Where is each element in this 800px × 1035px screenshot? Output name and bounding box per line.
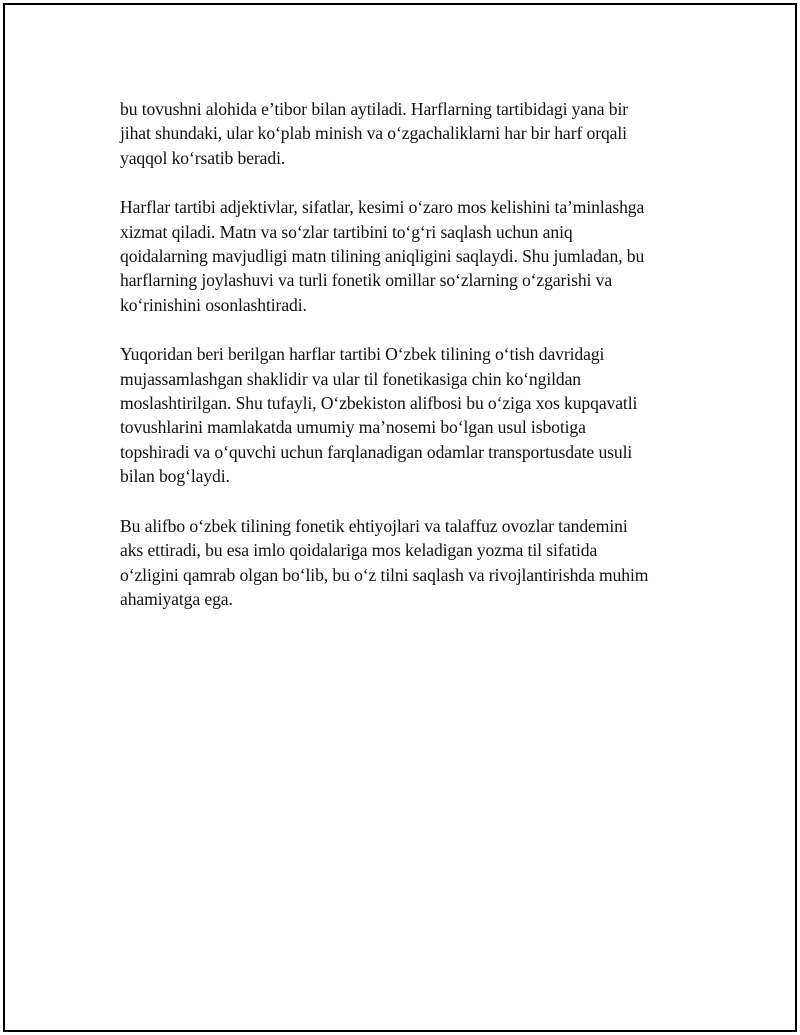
text-line: moslashtirilgan. Shu tufayli, O‘zbekiston alifbosi bu o‘ziga xos kupqavatli (120, 393, 638, 414)
text-line: jihat shundaki, ular ko‘plab minish va o‘zgachaliklarni har bir harf orqali (120, 123, 627, 144)
document-body (120, 97, 690, 636)
text-line: tovushlarini mamlakatda umumiy ma’nosemi bo‘lgan usul isbotiga (120, 417, 586, 438)
text-line: bu tovushni alohida e’tibor bilan aytiladi. Harflarning tartibidagi yana bir (120, 99, 629, 119)
text-line: ahamiyatga ega. (120, 588, 233, 609)
paragraph-2 (120, 195, 690, 317)
text-line: yaqqol ko‘rsatib beradi. (120, 147, 286, 168)
text-line: mujassamlashgan shaklidir va ular til fonetikasiga chin ko‘ngildan (120, 368, 581, 389)
text-line: topshiradi va o‘quvchi uchun farqlanadigan odamlar transportusdate usuli (120, 441, 633, 462)
text-line: ko‘rinishini osonlashtiradi. (120, 294, 307, 315)
text-line: Yuqoridan beri berilgan harflar tartibi O‘zbek tilining o‘tish davridagi (120, 344, 605, 365)
text-line: o‘zligini qamrab olgan bo‘lib, bu o‘z tilni saqlash va rivojlantirishda muhim (120, 564, 649, 585)
text-line: Harflar tartibi adjektivlar, sifatlar, kesimi o‘zaro mos kelishini ta’minlashga (120, 197, 645, 218)
text-line: qoidalarning mavjudligi matn tilining aniqligini saqlaydi. Shu jumladan, bu (120, 246, 645, 267)
paragraph-4 (120, 514, 690, 612)
text-line: Bu alifbo o‘zbek tilining fonetik ehtiyojlari va talaffuz ovozlar tandemini (120, 515, 628, 536)
text-line: harflarning joylashuvi va turli fonetik omillar so‘zlarning o‘zgarishi va (120, 270, 613, 291)
text-line: aks ettiradi, bu esa imlo qoidalariga mos keladigan yozma til sifatida (120, 540, 598, 561)
text-line: bilan bog‘laydi. (120, 466, 230, 487)
document-page (3, 3, 797, 1032)
paragraph-1 (120, 97, 690, 170)
text-line: xizmat qiladi. Matn va so‘zlar tartibini to‘g‘ri saqlash uchun aniq (120, 221, 573, 242)
paragraph-3 (120, 342, 690, 488)
